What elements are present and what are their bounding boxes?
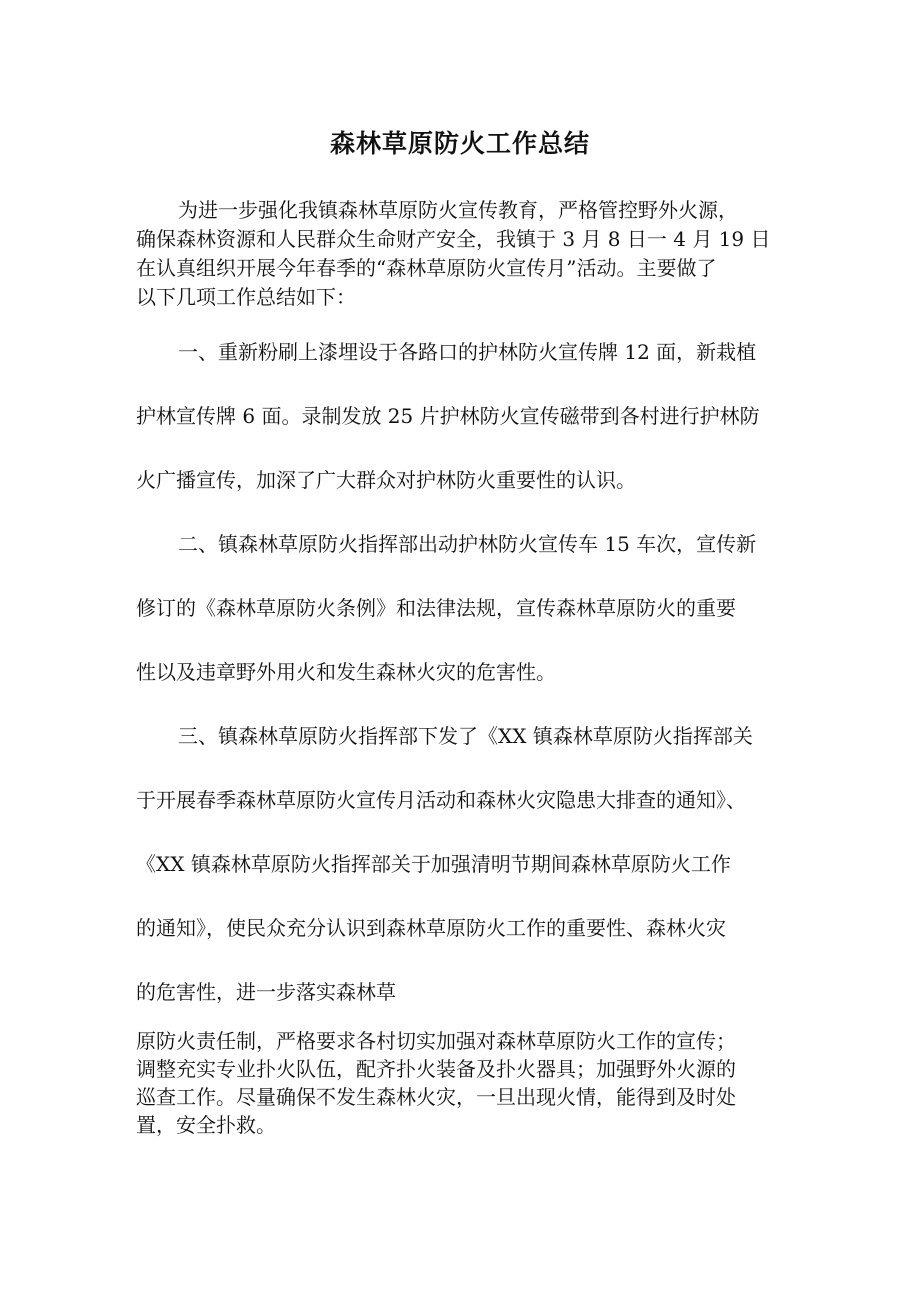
item-two-line: 二、镇森林草原防火指挥部出动护林防火宣传车 15 车次，宣传新 [178, 532, 757, 556]
item-three-line: 三、镇森林草原防火指挥部下发了《XX 镇森林草原防火指挥部关 [178, 724, 753, 748]
intro-line: 为进一步强化我镇森林草原防火宣传教育，严格管控野外火源， [178, 198, 738, 222]
item-three-line: 于开展春季森林草原防火宣传月活动和森林火灾隐患大排查的通知》、 [136, 788, 746, 812]
item-one-line: 火广播宣传，加深了广大群众对护林防火重要性的认识。 [136, 468, 636, 492]
item-one-line: 护林宣传牌 6 面。录制发放 25 片护林防火宣传磁带到各村进行护林防 [136, 404, 760, 428]
item-three-line: 的危害性，进一步落实森林草 [136, 980, 396, 1004]
item-three-paragraph [136, 704, 796, 1024]
closing-line: 调整充实专业扑火队伍，配齐扑火装备及扑火器具；加强野外火源的 [136, 1057, 736, 1081]
closing-line: 置，安全扑救。 [136, 1113, 276, 1137]
intro-line: 在认真组织开展今年春季的“森林草原防火宣传月”活动。主要做了 [136, 256, 717, 280]
closing-line: 巡查工作。尽量确保不发生森林火灾，一旦出现火情，能得到及时处 [136, 1085, 736, 1109]
item-three-line: 《XX 镇森林草原防火指挥部关于加强清明节期间森林草原防火工作 [136, 852, 731, 876]
closing-paragraph [136, 1027, 796, 1139]
intro-paragraph [136, 196, 796, 312]
item-one-line: 一、重新粉刷上漆埋设于各路口的护林防火宣传牌 12 面，新栽植 [178, 340, 757, 364]
item-two-line: 性以及违章野外用火和发生森林火灾的危害性。 [136, 660, 556, 684]
item-two-paragraph [136, 512, 796, 704]
intro-line: 以下几项工作总结如下： [136, 285, 356, 309]
item-three-line: 的通知》，使民众充分认识到森林草原防火工作的重要性、森林火灾 [136, 916, 726, 940]
closing-line: 原防火责任制，严格要求各村切实加强对森林草原防火工作的宣传； [136, 1029, 736, 1053]
intro-line: 确保森林资源和人民群众生命财产安全，我镇于 3 月 8 日一 4 月 19 日 [136, 227, 771, 251]
document-title: 森林草原防火工作总结 [329, 129, 590, 158]
item-one-paragraph [136, 320, 796, 512]
item-two-line: 修订的《森林草原防火条例》和法律法规，宣传森林草原防火的重要 [136, 596, 736, 620]
